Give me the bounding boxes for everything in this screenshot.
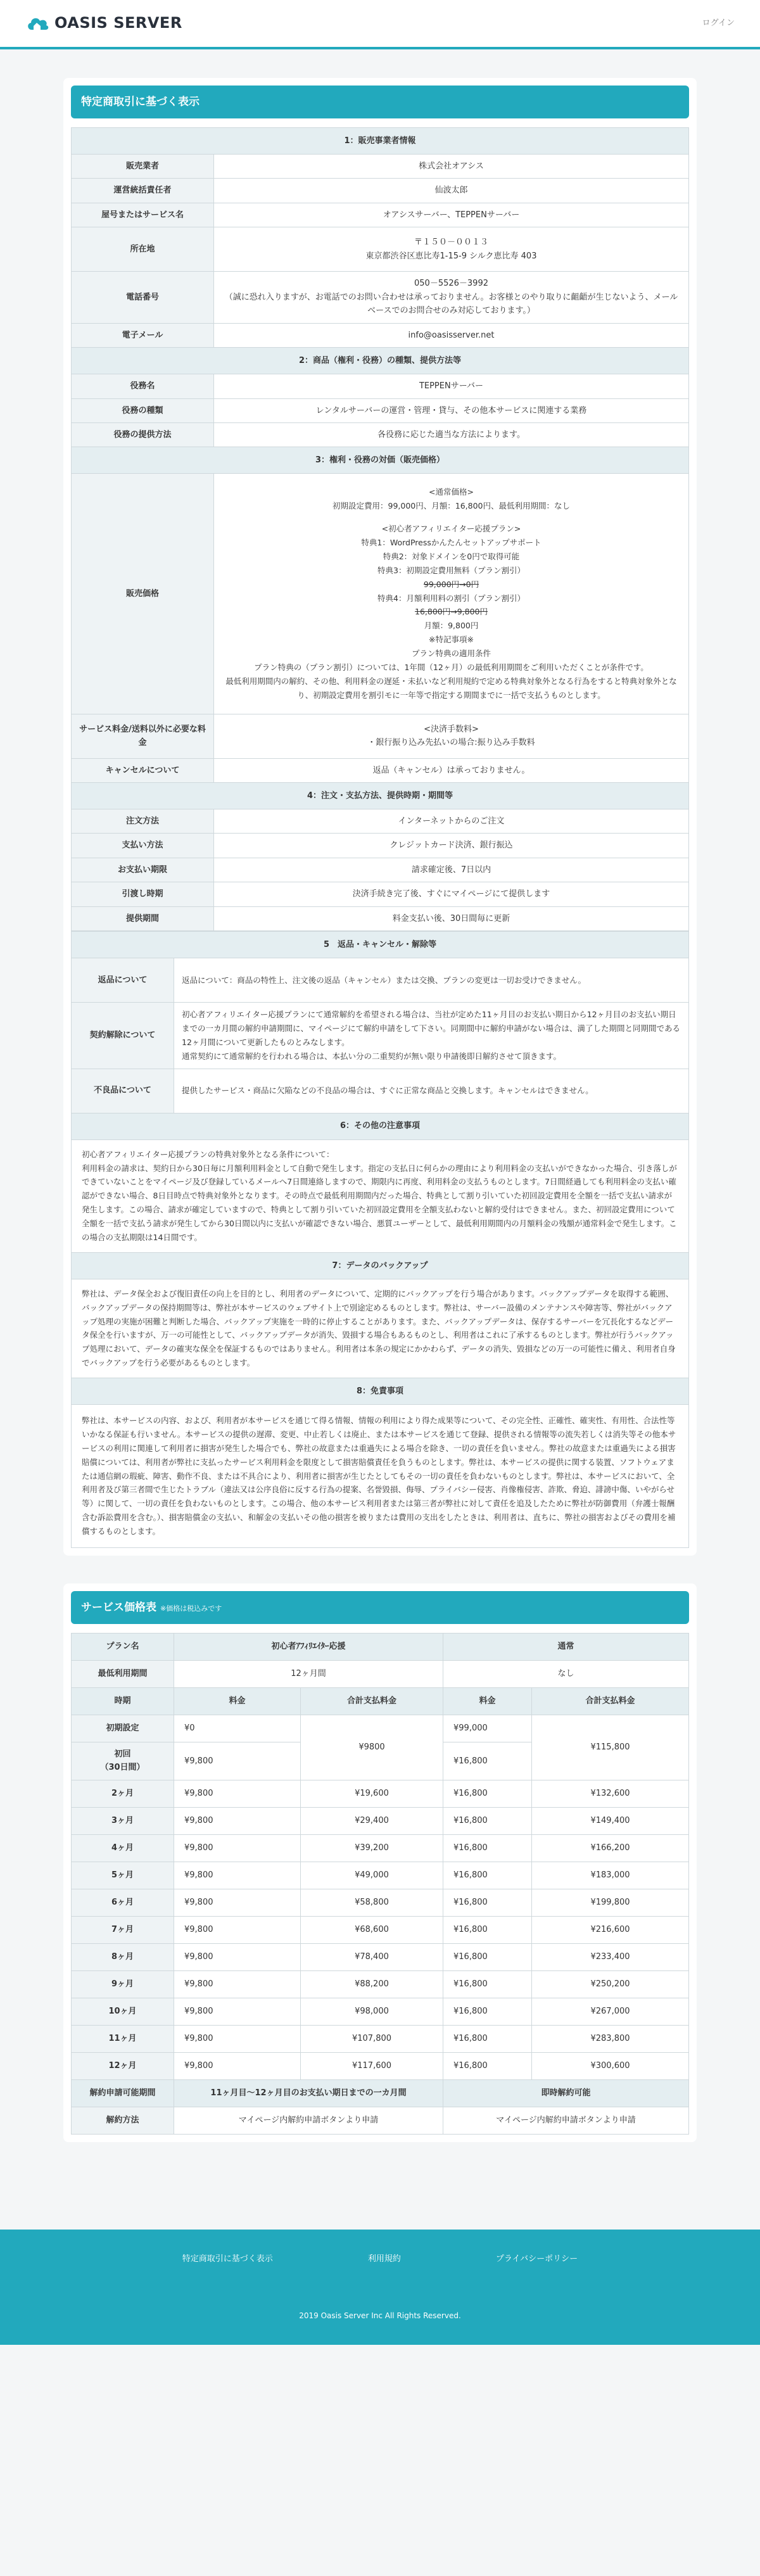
price-table bbox=[71, 1633, 689, 2135]
init-aff-fee: ¥0 bbox=[174, 1715, 301, 1742]
aff-total: ¥58,800 bbox=[301, 1889, 443, 1916]
row-value: クレジットカード決済、銀行振込 bbox=[214, 834, 689, 858]
first-label bbox=[72, 1742, 174, 1780]
sales-price-line: プラン特典の適用条件 bbox=[411, 649, 491, 659]
first-norm-fee: ¥16,800 bbox=[443, 1742, 532, 1780]
group-header-price: 3：権利・役務の対価（販売価格） bbox=[72, 447, 689, 474]
main-content bbox=[63, 78, 697, 2142]
norm-fee: ¥16,800 bbox=[443, 2025, 532, 2052]
tax-note: ※価格は税込みです bbox=[160, 1604, 222, 1613]
table-row bbox=[72, 714, 689, 758]
group-header-returns: 5 返品・キャンセル・解除等 bbox=[72, 932, 689, 958]
row-label: 契約解除について bbox=[72, 1003, 174, 1069]
fees-value bbox=[214, 714, 689, 758]
price-row bbox=[72, 1970, 689, 1998]
sales-price-line: 月額：9,800円 bbox=[424, 621, 479, 631]
group-header-notes: 6：その他の注意事項 bbox=[72, 1113, 689, 1139]
plan-affiliate: 初心者ｱﾌｨﾘｴｲﾀｰ応援 bbox=[174, 1633, 443, 1660]
norm-fee: ¥16,800 bbox=[443, 1998, 532, 2025]
price-row bbox=[72, 2052, 689, 2079]
aff-fee: ¥9,800 bbox=[174, 1998, 301, 2025]
postal-code: 〒１５０－００１３ bbox=[414, 238, 488, 248]
row-value: 仙波太郎 bbox=[214, 179, 689, 203]
group-header-seller: 1：販売事業者情報 bbox=[72, 128, 689, 155]
table-row bbox=[72, 1003, 689, 1069]
sales-price-line: <通常価格> bbox=[429, 487, 474, 497]
sales-price-strike: 99,000円→0円 bbox=[423, 579, 479, 589]
norm-total: ¥132,600 bbox=[532, 1780, 689, 1807]
brand-name: OASIS SERVER bbox=[54, 14, 182, 32]
month-label: 10ヶ月 bbox=[72, 1998, 174, 2025]
price-row bbox=[72, 1862, 689, 1889]
min-period-affiliate: 12ヶ月間 bbox=[174, 1660, 443, 1687]
table-row bbox=[72, 858, 689, 882]
backup-text: 弊社は、データ保全および復旧責任の向上を目的とし、利用者のデータについて、定期的にバックアップを行う場合があります。バックアップデータを取得する範囲、バックアップデータの保持期間等は、弊社が本サービスのウェブサイト上で別途定めるものとします。弊社は、サーバー設備のメンテナンスや障害等、弊社がバックアップ処理の実施が困難と判断した場合、バックアップ実施を一時的に停止することがあります。また、バックアップデータは、保存するサーバーを冗長化するなどデータ保全を行いますが、万一の可能性として、バックアップデータが消失、毀損する場合もあるものとし、利用者はこれに了承するものとします。弊社が行うバックアップ処理において、データの確実な保全を保証するものではありません。利用者は本条の規定にかかわらず、データの消失、毀損などの万一の可能性に備え、利用者自身でバックアップを行う必要があるものとします。 bbox=[72, 1279, 689, 1378]
price-table-panel bbox=[63, 1583, 697, 2142]
cancel-period-label: 解約申請可能期間 bbox=[72, 2079, 174, 2107]
row-label: 運営統括責任者 bbox=[72, 179, 214, 203]
group-header-backup: 7：データのバックアップ bbox=[72, 1252, 689, 1279]
row-value: 各役務に応じた適当な方法によります。 bbox=[214, 422, 689, 447]
sales-price-line: 特典4：月額利用料の割引（プラン割引） bbox=[377, 593, 525, 603]
price-row bbox=[72, 1889, 689, 1916]
first-aff-fee: ¥9,800 bbox=[174, 1742, 301, 1780]
price-row bbox=[72, 1998, 689, 2025]
table-row bbox=[72, 155, 689, 179]
street-address: 東京都渋谷区恵比寿1-15-9 シルク恵比寿 403 bbox=[365, 251, 537, 261]
row-label: 販売業者 bbox=[72, 155, 214, 179]
table-row bbox=[72, 323, 689, 347]
norm-total: ¥183,000 bbox=[532, 1862, 689, 1889]
min-period-label: 最低利用期間 bbox=[72, 1660, 174, 1687]
phone-number: 050－5526－3992 bbox=[414, 279, 488, 289]
aff-total: ¥78,400 bbox=[301, 1943, 443, 1970]
table-row bbox=[72, 1279, 689, 1378]
sales-price-line: 初期設定費用：99,000円、月額：16,800円、最低利用期間：なし bbox=[332, 501, 570, 511]
table-row bbox=[72, 958, 689, 1003]
row-label: 不良品について bbox=[72, 1069, 174, 1113]
sales-price-line: 特典1：WordPressかんたんセットアップサポート bbox=[361, 538, 542, 548]
phone-value bbox=[214, 272, 689, 323]
norm-fee: ¥16,800 bbox=[443, 1943, 532, 1970]
fees-line: ・銀行振り込み先払いの場合:振り込み手数料 bbox=[367, 738, 535, 748]
aff-total: ¥19,600 bbox=[301, 1780, 443, 1807]
sales-price-line: 最低利用期間内の解約、その他、利用料金の遅延・未払いなど利用規約で定める特典対象外となる行為をすると特典対象外となり、初期設定費用を割引モに一年等で指定する期間までに一括で支払うものとします。 bbox=[225, 676, 677, 700]
aff-fee: ¥9,800 bbox=[174, 2025, 301, 2052]
returns-table bbox=[71, 931, 689, 1548]
init-norm-fee: ¥99,000 bbox=[443, 1715, 532, 1742]
norm-total: ¥250,200 bbox=[532, 1970, 689, 1998]
aff-total: ¥39,200 bbox=[301, 1834, 443, 1862]
month-label: 8ヶ月 bbox=[72, 1943, 174, 1970]
aff-total: ¥88,200 bbox=[301, 1970, 443, 1998]
aff-total: ¥107,800 bbox=[301, 2025, 443, 2052]
cloud-icon bbox=[25, 15, 51, 32]
price-table-title bbox=[71, 1591, 689, 1624]
cancel-method-affiliate: マイページ内解約申請ボタンより申請 bbox=[174, 2107, 443, 2134]
footer-link-privacy[interactable]: プライバシーポリシー bbox=[495, 2254, 578, 2264]
row-value: 返品（キャンセル）は承っておりません。 bbox=[214, 758, 689, 782]
row-label: 注文方法 bbox=[72, 809, 214, 833]
norm-total: ¥283,800 bbox=[532, 2025, 689, 2052]
phone-note: （誠に恐れ入りますが、お電話でのお問い合わせは承っておりません。お客様とのやり取りに齟齬が生じないよう、メールベースでのお問合せのみ対応しております。） bbox=[224, 292, 678, 316]
row-value: 決済手続き完了後、すぐにマイページにて提供します bbox=[214, 882, 689, 906]
table-row bbox=[72, 422, 689, 447]
month-label: 12ヶ月 bbox=[72, 2052, 174, 2079]
month-label: 11ヶ月 bbox=[72, 2025, 174, 2052]
norm-total: ¥300,600 bbox=[532, 2052, 689, 2079]
cancel-method-label: 解約方法 bbox=[72, 2107, 174, 2134]
min-period-normal: なし bbox=[443, 1660, 689, 1687]
table-row bbox=[72, 834, 689, 858]
row-label: 役務の種類 bbox=[72, 398, 214, 422]
site-footer bbox=[0, 2230, 760, 2345]
norm-total: ¥267,000 bbox=[532, 1998, 689, 2025]
table-row bbox=[72, 179, 689, 203]
norm-fee: ¥16,800 bbox=[443, 1807, 532, 1834]
row-value: 料金支払い後、30日間毎に更新 bbox=[214, 906, 689, 930]
month-label: 4ヶ月 bbox=[72, 1834, 174, 1862]
aff-total: ¥98,000 bbox=[301, 1998, 443, 2025]
row-label: キャンセルについて bbox=[72, 758, 214, 782]
row-label: 所在地 bbox=[72, 227, 214, 272]
footer-links bbox=[0, 2252, 760, 2266]
disclaimer-text: 弊社は、本サービスの内容、および、利用者が本サービスを通じて得る情報、情報の利用により得た成果等について、その完全性、正確性、確実性、有用性、合法性等いかなる保証も行いません。本サービスの提供の遅滞、変更、中止若しくは廃止、または本サービスを通じて登録、提供される情報等の流失若しくは消失等その他本サービスの利用に関連して利用者に損害が発生した場合でも、弊社の故意または重過失による場合を除き、一切の責任を負いません。弊社の故意または重過失による損害賠償については、利用者が弊社に支払ったサービス利用料金を限度として損害賠償責任を負うものとします。弊社は、本サービスの提供に関する装置、ソフトウェアまたは通信網の瑕疵、障害、動作不良、または不具合により、利用者に損害が生じたとしてもその一切の責任を負わないものとします。弊社は、本サービスにおいて、全利用者及び第三者間で生じたトラブル（違法又は公序良俗に反する行為の提案、名誉毀損、侮辱、プライバシー侵害、肖像権侵害、詐欺、脅迫、誹謗中傷、いやがらせ等）に関して、一切の責任を負わないものとします。この場合、他の本サービス利用者または第三者が弊社に対して責任を追及したために弊社が防御費用（弁護士報酬含む訴訟費用を含む。）、損害賠償金の支払い、和解金の支払いその他の損害を被りまたは費用の支出をしたときは、利用者は、直ちに、弊社の損害およびその費用を補償するものとします。 bbox=[72, 1405, 689, 1548]
norm-fee: ¥16,800 bbox=[443, 1916, 532, 1943]
row-label: 販売価格 bbox=[72, 474, 214, 714]
aff-fee: ¥9,800 bbox=[174, 2052, 301, 2079]
aff-fee: ¥9,800 bbox=[174, 1780, 301, 1807]
row-value: 初心者アフィリエイター応援プランにて通常解約を希望される場合は、当社が定めた11ヶ月目のお支払い期日から12ヶ月目のお支払い期日までの一カ月間の解約申請期間に、マイページにて解約申請をして下さい。同期間中に解約申請がない場合は、満了した期間と同期間である12ヶ月間について更新したものとみなします。 通常契約にて通常解約を行われる場合は、本払い分の二重契約が無い限り申請後即日解約させて頂きます。 bbox=[174, 1003, 689, 1069]
aff-fee: ¥9,800 bbox=[174, 1834, 301, 1862]
aff-fee: ¥9,800 bbox=[174, 1889, 301, 1916]
first-norm-total: ¥115,800 bbox=[532, 1715, 689, 1780]
notes-text: 初心者アフィリエイター応援プランの特典対象外となる条件について： 利用料金の請求は、契約日から30日毎に月額利用料金として自動で発生します。指定の支払日に何らかの理由により利用料金の支払いができなかった場合、引き落しができていないことをマイページ及び登録しているメールへ7日間連絡しますので、期限内に再度、利用料金の支払うものとします。7日間経過しても利用料金の支払い確認ができない場合、8日目時点で特典対象外となります。その時点で最低利用期間内だった場合、特典として割り引いていた初回設定費用を全額を一括で支払い請求が発生します。この場合、請求が確定していますので、特典として割り引いていた初回設定費用を全額支払わないと解約受付はできません。また、初回設定費用について全額を一括で支払う請求が発生してから30日間以内に支払いが確認できない場合、悪質ユーザーとして、最低利用期間内の月額料金の残額が通常料金で発生します。この場合の支払期限は14日間です。 bbox=[72, 1139, 689, 1252]
aff-fee: ¥9,800 bbox=[174, 1862, 301, 1889]
table-row bbox=[72, 882, 689, 906]
first-label-sub: （30日間） bbox=[100, 1763, 145, 1773]
aff-fee: ¥9,800 bbox=[174, 1807, 301, 1834]
price-title-text: サービス価格表 bbox=[81, 1601, 156, 1614]
norm-fee: ¥16,800 bbox=[443, 1889, 532, 1916]
table-row bbox=[72, 1139, 689, 1252]
aff-fee: ¥9,800 bbox=[174, 1970, 301, 1998]
first-label-main: 初回 bbox=[114, 1749, 131, 1759]
brand-logo[interactable] bbox=[25, 11, 182, 36]
legal-notice-table bbox=[71, 127, 689, 931]
sales-price-line: 特典3：初期設定費用無料（プラン割引） bbox=[377, 565, 525, 575]
month-label: 3ヶ月 bbox=[72, 1807, 174, 1834]
month-label: 6ヶ月 bbox=[72, 1889, 174, 1916]
legal-notice-panel bbox=[63, 78, 697, 1556]
norm-fee: ¥16,800 bbox=[443, 1862, 532, 1889]
price-row bbox=[72, 1916, 689, 1943]
row-label: 屋号またはサービス名 bbox=[72, 203, 214, 227]
aff-total: ¥29,400 bbox=[301, 1807, 443, 1834]
plan-label: プラン名 bbox=[72, 1633, 174, 1660]
month-label: 5ヶ月 bbox=[72, 1862, 174, 1889]
row-label: 支払い方法 bbox=[72, 834, 214, 858]
col-fee: 料金 bbox=[174, 1687, 301, 1715]
norm-total: ¥199,800 bbox=[532, 1889, 689, 1916]
col-fee: 料金 bbox=[443, 1687, 532, 1715]
row-value: レンタルサーバーの運営・管理・貸与、その他本サービスに関連する業務 bbox=[214, 398, 689, 422]
legal-notice-title: 特定商取引に基づく表示 bbox=[71, 86, 689, 118]
row-label: お支払い期限 bbox=[72, 858, 214, 882]
norm-fee: ¥16,800 bbox=[443, 1780, 532, 1807]
table-row bbox=[72, 203, 689, 227]
cancel-period-affiliate: 11ヶ月目～12ヶ月目のお支払い期日までの一カ月間 bbox=[174, 2079, 443, 2107]
table-row bbox=[72, 758, 689, 782]
email-link[interactable]: info@oasisserver.net bbox=[214, 323, 689, 347]
price-row bbox=[72, 2025, 689, 2052]
table-row bbox=[72, 474, 689, 714]
price-row bbox=[72, 1943, 689, 1970]
init-label: 初期設定 bbox=[72, 1715, 174, 1742]
sales-price-line: プラン特典の（プラン割引）については、1年間（12ヶ月）の最低利用期間をご利用いただくことが条件です。 bbox=[254, 662, 649, 672]
table-row bbox=[72, 906, 689, 930]
row-value: オアシスサーバー、TEPPENサーバー bbox=[214, 203, 689, 227]
footer-link-terms[interactable]: 利用規約 bbox=[367, 2254, 401, 2264]
table-row bbox=[72, 809, 689, 833]
col-timing: 時期 bbox=[72, 1687, 174, 1715]
row-value: インターネットからのご注文 bbox=[214, 809, 689, 833]
row-value: TEPPENサーバー bbox=[214, 374, 689, 398]
sales-price-line: ※特記事項※ bbox=[429, 635, 474, 645]
month-label: 2ヶ月 bbox=[72, 1780, 174, 1807]
site-header bbox=[0, 0, 760, 49]
row-value: 提供したサービス・商品に欠陥などの不良品の場合は、すぐに正常な商品と交換します。キャンセルはできません。 bbox=[174, 1069, 689, 1113]
col-total: 合計支払料金 bbox=[301, 1687, 443, 1715]
norm-fee: ¥16,800 bbox=[443, 1970, 532, 1998]
norm-total: ¥166,200 bbox=[532, 1834, 689, 1862]
table-row bbox=[72, 1405, 689, 1548]
aff-total: ¥49,000 bbox=[301, 1862, 443, 1889]
cancel-method-normal: マイページ内解約申請ボタンより申請 bbox=[443, 2107, 689, 2134]
month-label: 9ヶ月 bbox=[72, 1970, 174, 1998]
row-label: 引渡し時期 bbox=[72, 882, 214, 906]
fees-line: <決済手数料> bbox=[424, 724, 479, 734]
plan-normal: 通常 bbox=[443, 1633, 689, 1660]
price-row bbox=[72, 1780, 689, 1807]
table-row bbox=[72, 398, 689, 422]
row-label: 役務名 bbox=[72, 374, 214, 398]
row-value: 株式会社オアシス bbox=[214, 155, 689, 179]
copyright: 2019 Oasis Server Inc All Rights Reserved. bbox=[299, 2311, 461, 2321]
table-row bbox=[72, 374, 689, 398]
table-row bbox=[72, 1069, 689, 1113]
group-header-order: 4：注文・支払方法、提供時期・期間等 bbox=[72, 782, 689, 809]
sales-price-value bbox=[214, 474, 689, 714]
group-header-disclaimer: 8：免責事項 bbox=[72, 1378, 689, 1405]
row-label: 提供期間 bbox=[72, 906, 214, 930]
address-value bbox=[214, 227, 689, 272]
norm-fee: ¥16,800 bbox=[443, 1834, 532, 1862]
row-value: 請求確定後、7日以内 bbox=[214, 858, 689, 882]
norm-total: ¥216,600 bbox=[532, 1916, 689, 1943]
cancel-period-normal: 即時解約可能 bbox=[443, 2079, 689, 2107]
price-row bbox=[72, 1807, 689, 1834]
footer-link-legal[interactable]: 特定商取引に基づく表示 bbox=[182, 2254, 273, 2264]
row-label: 返品について bbox=[72, 958, 174, 1003]
norm-total: ¥233,400 bbox=[532, 1943, 689, 1970]
norm-fee: ¥16,800 bbox=[443, 2052, 532, 2079]
row-label: サービス料金/送料以外に必要な料金 bbox=[72, 714, 214, 758]
table-row bbox=[72, 227, 689, 272]
row-label: 電子メール bbox=[72, 323, 214, 347]
first-aff-total: ¥9800 bbox=[301, 1715, 443, 1780]
norm-total: ¥149,400 bbox=[532, 1807, 689, 1834]
sales-price-line: <初心者アフィリエイター応援プラン> bbox=[381, 524, 521, 534]
row-label: 電話番号 bbox=[72, 272, 214, 323]
sales-price-strike: 16,800円→9,800円 bbox=[415, 607, 488, 617]
aff-total: ¥117,600 bbox=[301, 2052, 443, 2079]
aff-fee: ¥9,800 bbox=[174, 1943, 301, 1970]
table-row bbox=[72, 272, 689, 323]
col-total: 合計支払料金 bbox=[532, 1687, 689, 1715]
aff-total: ¥68,600 bbox=[301, 1916, 443, 1943]
aff-fee: ¥9,800 bbox=[174, 1916, 301, 1943]
login-link[interactable]: ログイン bbox=[702, 18, 735, 29]
price-row bbox=[72, 1834, 689, 1862]
sales-price-line: 特典2：対象ドメインを0円で取得可能 bbox=[383, 551, 520, 561]
row-value: 返品について：商品の特性上、注文後の返品（キャンセル）または交換、プランの変更は一切お受けできません。 bbox=[174, 958, 689, 1003]
row-label: 役務の提供方法 bbox=[72, 422, 214, 447]
month-label: 7ヶ月 bbox=[72, 1916, 174, 1943]
group-header-product: 2：商品（権利・役務）の種類、提供方法等 bbox=[72, 348, 689, 374]
